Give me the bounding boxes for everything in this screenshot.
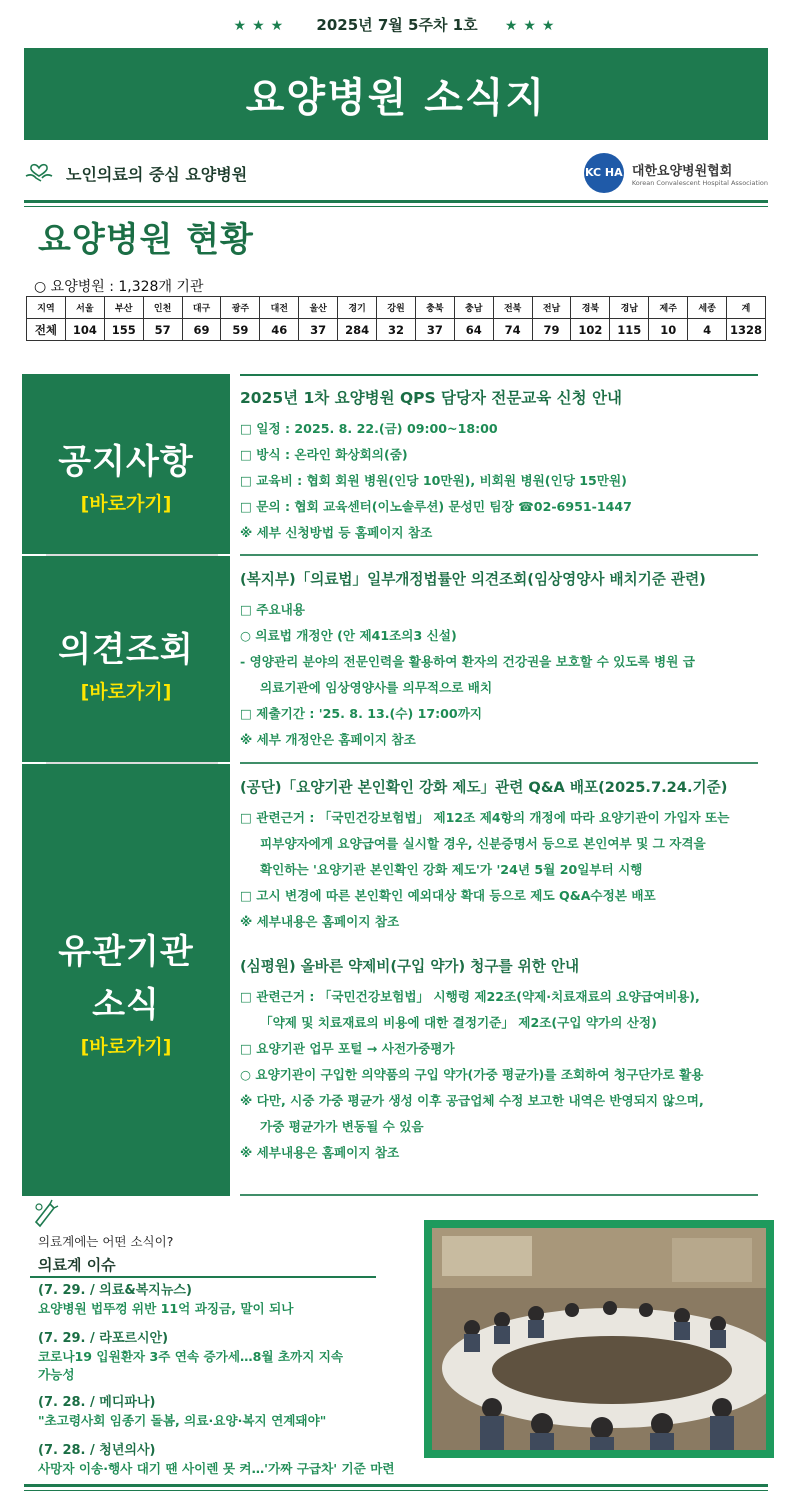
region-header-cell: 제주	[649, 297, 688, 319]
issue-line	[0, 14, 794, 35]
slogan: 노인의료의 중심 요양병원	[66, 164, 248, 184]
region-header-cell: 계	[727, 297, 766, 319]
banner-title: 요양병원 소식지	[245, 74, 547, 121]
notice-line: □ 방식 : 온라인 화상회의(줌)	[240, 447, 408, 462]
news-text: "초고령사회 임종기 돌봄, 의료·요양·복지 연계돼야"	[38, 1413, 327, 1428]
region-value-cell: 4	[688, 319, 727, 341]
divider	[24, 200, 768, 203]
region-value-cell: 69	[182, 319, 221, 341]
news-text: 요양병원 법뚜껑 위반 11억 과징금, 말이 되나	[38, 1301, 294, 1316]
region-value-cell: 102	[571, 319, 610, 341]
star-icons-right: ★★★	[504, 18, 561, 34]
agency-link[interactable]: [바로가기]	[80, 1036, 172, 1058]
org-name-en: Korean Convalescent Hospital Association	[631, 178, 768, 187]
agency-line: 「약제 및 치료재료의 비용에 대한 결정기준」 제2조(구입 약가의 산정)	[260, 1015, 657, 1030]
agency-headline-1[interactable]: (공단)「요양기관 본인확인 강화 제도」관련 Q&A 배포(2025.7.24.기준)	[240, 779, 728, 796]
region-header-cell: 전북	[493, 297, 532, 319]
meeting-photo	[424, 1220, 774, 1458]
region-value-cell: 104	[65, 319, 104, 341]
region-value-cell: 64	[454, 319, 493, 341]
notice-panel	[22, 374, 230, 554]
status-title: 요양병원 현황	[38, 220, 254, 260]
news-text: 코로나19 입원환자 3주 연속 증가세…8월 초까지 지속	[38, 1349, 344, 1364]
region-value-cell: 1328	[727, 319, 766, 341]
notice-content	[240, 386, 780, 546]
hospital-count: ○ 요양병원 : 1,328개 기관	[34, 279, 204, 295]
news-item[interactable]	[38, 1282, 418, 1318]
region-header-cell: 전남	[532, 297, 571, 319]
agency-title-1: 유관기관	[58, 932, 194, 972]
pen-icon	[30, 1198, 60, 1228]
notice-title: 공지사항	[58, 442, 194, 482]
kcha-logo-icon	[584, 153, 624, 193]
region-value-cell: 32	[377, 319, 416, 341]
region-value-cell: 57	[143, 319, 182, 341]
divider-thin	[24, 1490, 768, 1491]
notice-line: □ 문의 : 협회 교육센터(이노솔루션) 문성민 팀장 ☎02-6951-1447	[240, 499, 632, 514]
news-item[interactable]	[38, 1394, 418, 1430]
news-text: 가능성	[38, 1367, 75, 1382]
region-header-cell: 울산	[299, 297, 338, 319]
agency-title-2: 소식	[92, 985, 160, 1025]
opinion-line: 의료기관에 임상영양사를 의무적으로 배치	[260, 680, 493, 695]
news-kicker: 의료계에는 어떤 소식이?	[38, 1234, 174, 1249]
star-icons-left: ★★★	[233, 18, 290, 34]
news-item[interactable]	[38, 1330, 418, 1384]
news-source: (7. 28. / 청년의사)	[38, 1443, 156, 1458]
news-text: 사망자 이송·행사 대기 땐 사이렌 못 켜…'가짜 구급차' 기준 마련	[38, 1461, 395, 1476]
agency-panel	[22, 764, 230, 1196]
opinion-content	[240, 568, 780, 753]
divider	[240, 1194, 758, 1196]
meeting-photo-image	[432, 1228, 766, 1450]
org-logo[interactable]	[584, 153, 768, 193]
notice-line: □ 교육비 : 협회 회원 병원(인당 10만원), 비회원 병원(인당 15만원)	[240, 473, 627, 488]
region-table	[26, 296, 766, 341]
region-value-cell: 74	[493, 319, 532, 341]
region-value-cell: 37	[299, 319, 338, 341]
issue-number: 2025년 7월 5주차 1호	[316, 16, 478, 34]
agency-line: 피부양자에게 요양급여를 실시할 경우, 신분증명서 등으로 본인여부 및 그 자격을	[260, 836, 706, 851]
notice-line: □ 일정 : 2025. 8. 22.(금) 09:00~18:00	[240, 421, 498, 436]
logo-text: KC HA	[584, 166, 623, 180]
agency-line: □ 고시 변경에 따른 본인확인 예외대상 확대 등으로 제도 Q&A수정본 배포	[240, 888, 656, 903]
region-value-cell: 37	[415, 319, 454, 341]
org-name: 대한요양병원협회	[631, 163, 733, 179]
agency-line: 확인하는 '요양기관 본인확인 강화 제도'가 '24년 5월 20일부터 시행	[260, 862, 643, 877]
agency-line: ※ 세부내용은 홈페이지 참조	[240, 1145, 400, 1160]
news-source: (7. 29. / 의료&복지뉴스)	[38, 1283, 192, 1298]
region-value-cell: 46	[260, 319, 299, 341]
divider	[24, 1484, 768, 1487]
region-header-cell: 대전	[260, 297, 299, 319]
region-header-cell: 경북	[571, 297, 610, 319]
opinion-headline[interactable]: (복지부)「의료법」일부개정법률안 의견조회(임상영양사 배치기준 관련)	[240, 571, 706, 588]
notice-line: ※ 세부 신청방법 등 홈페이지 참조	[240, 525, 433, 540]
agency-headline-2[interactable]: (심평원) 올바른 약제비(구입 약가) 청구를 위한 안내	[240, 958, 580, 975]
region-header-cell: 충북	[415, 297, 454, 319]
region-header-row	[27, 297, 766, 319]
region-value-cell: 284	[338, 319, 377, 341]
agency-line: □ 요양기관 업무 포털 → 사전가중평가	[240, 1041, 455, 1056]
divider-thin	[24, 206, 768, 207]
region-header-cell: 대구	[182, 297, 221, 319]
region-value-cell: 10	[649, 319, 688, 341]
agency-line: ○ 요양기관이 구입한 의약품의 구입 약가(가중 평균가)를 조회하여 청구단가로 활용	[240, 1067, 704, 1082]
news-source: (7. 29. / 라포르시안)	[38, 1331, 169, 1346]
divider	[30, 1276, 376, 1278]
agency-line: □ 관련근거 : 「국민건강보험법」 제12조 제4항의 개정에 따라 요양기관이 가입자 또는	[240, 810, 730, 825]
sub-header	[24, 150, 768, 196]
opinion-panel	[22, 556, 230, 762]
region-header-cell: 경남	[610, 297, 649, 319]
newsletter-banner	[24, 48, 768, 140]
notice-link[interactable]: [바로가기]	[80, 493, 172, 515]
news-item[interactable]	[38, 1442, 438, 1478]
news-heading: 의료계 이슈	[38, 1256, 116, 1274]
region-value-cell: 115	[610, 319, 649, 341]
divider	[240, 554, 758, 556]
divider	[240, 374, 758, 376]
opinion-title: 의견조회	[58, 630, 194, 670]
agency-line: ※ 세부내용은 홈페이지 참조	[240, 914, 400, 929]
divider	[240, 762, 758, 764]
opinion-line: - 영양관리 분야의 전문인력을 활용하여 환자의 건강권을 보호할 수 있도록 병원 급	[240, 654, 695, 669]
notice-headline[interactable]: 2025년 1차 요양병원 QPS 담당자 전문교육 신청 안내	[240, 389, 622, 407]
agency-line: □ 관련근거 : 「국민건강보험법」 시행령 제22조(약제·치료재료의 요양급여비용),	[240, 989, 700, 1004]
region-header-cell: 부산	[104, 297, 143, 319]
region-header-cell: 서울	[65, 297, 104, 319]
agency-content	[240, 776, 780, 1166]
opinion-line: □ 제출기간 : '25. 8. 13.(수) 17:00까지	[240, 706, 483, 721]
region-header-cell: 지역	[27, 297, 66, 319]
region-header-cell: 충남	[454, 297, 493, 319]
region-header-cell: 인천	[143, 297, 182, 319]
region-value-cell: 59	[221, 319, 260, 341]
opinion-line: □ 주요내용	[240, 602, 305, 617]
region-value-cell: 79	[532, 319, 571, 341]
region-header-cell: 광주	[221, 297, 260, 319]
heart-hands-icon	[24, 162, 54, 184]
region-value-cell: 155	[104, 319, 143, 341]
region-header-cell: 강원	[377, 297, 416, 319]
opinion-link[interactable]: [바로가기]	[80, 681, 172, 703]
slogan-group	[24, 162, 247, 185]
region-value-cell: 전체	[27, 319, 66, 341]
region-header-cell: 세종	[688, 297, 727, 319]
agency-line: 가중 평균가가 변동될 수 있음	[260, 1119, 424, 1134]
region-header-cell: 경기	[338, 297, 377, 319]
opinion-line: ※ 세부 개정안은 홈페이지 참조	[240, 732, 416, 747]
region-value-row	[27, 319, 766, 341]
opinion-line: ○ 의료법 개정안 (안 제41조의3 신설)	[240, 628, 457, 643]
news-source: (7. 28. / 메디파나)	[38, 1395, 156, 1410]
agency-line: ※ 다만, 시중 가중 평균가 생성 이후 공급업체 수정 보고한 내역은 반영되지 않으며,	[240, 1093, 704, 1108]
